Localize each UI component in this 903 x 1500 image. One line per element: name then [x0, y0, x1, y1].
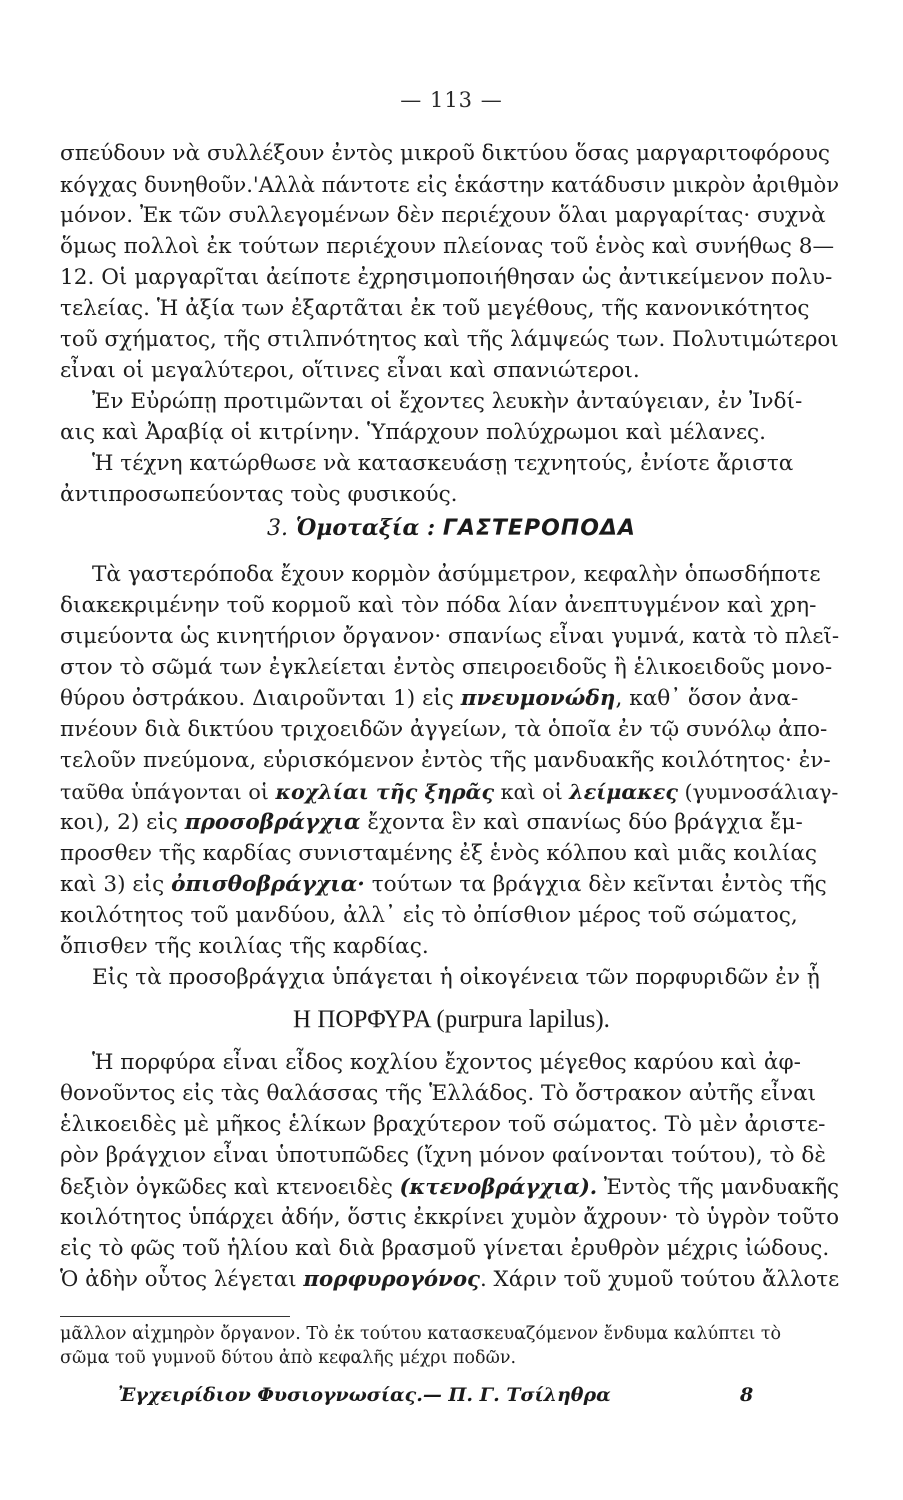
- text-line: Ἐν Εὐρώπῃ προτιμῶνται οἱ ἔχοντες λευκὴν ἀνταύγειαν, ἐν Ἰνδί-: [92, 389, 803, 414]
- text-line: Τὰ γαστερόποδα ἔχουν κορμὸν ἀσύμμετρον, κεφαλὴν ὁπωσδήποτε: [92, 562, 821, 587]
- text-line: ὅμως πολλοὶ ἐκ τούτων περιέχουν πλείονας τοῦ ἑνὸς καὶ συνήθως 8—: [60, 234, 835, 259]
- text-line: [60, 778, 838, 806]
- text-line: κοιλότητος ὑπάρχει ἀδήν, ὅστις ἐκκρίνει χυμὸν ἄχρουν· τὸ ὑγρὸν τοῦτο: [60, 1205, 840, 1230]
- text-line: προσθεν τῆς καρδίας συνισταμένης ἐξ ἑνὸς κόλπου καὶ μιᾶς κοιλίας: [60, 841, 818, 866]
- subheading: Η ΠΟΡΦΥΡΑ (purpura lapilus).: [293, 1006, 610, 1033]
- section-class-label: Ὁμοταξία :: [295, 515, 436, 541]
- text-line: Ἡ πορφύρα εἶναι εἶδος κοχλίου ἔχοντος μέγεθος καρύου καὶ ἀφ-: [92, 1050, 801, 1075]
- text-run: ἔχοντα ἓν καὶ σπανίως δύο βράγχια ἔμ-: [367, 810, 803, 835]
- term-emphasis: (κτενοβράγχια).: [399, 1174, 598, 1199]
- text-line: κοιλότητος τοῦ μανδύου, ἀλλ᾽ εἰς τὸ ὀπίσθιον μέρος τοῦ σώματος,: [60, 903, 798, 928]
- text-line: ἑλικοειδὲς μὲ μῆκος ἑλίκων βραχύτερον τοῦ σώματος. Τὸ μὲν ἀριστε-: [60, 1112, 826, 1137]
- text-run: κοι), 2) εἰς: [60, 810, 178, 835]
- text-line: [60, 871, 827, 899]
- text-line: κόγχας δυνηθοῦν.'Αλλὰ πάντοτε εἰς ἑκάστην κατάδυσιν μικρὸν ἀριθμὸν: [60, 172, 840, 197]
- text-line: μόνον. Ἐκ τῶν συλλεγομένων δὲν περιέχουν ὅλαι μαργαρίτας· συχνὰ: [60, 203, 826, 228]
- text-line: εἰς τὸ φῶς τοῦ ἡλίου καὶ διὰ βρασμοῦ γίνεται ἐρυθρὸν μέχρις ἰώδους.: [60, 1236, 830, 1261]
- text-line: ἀντιπροσωπεύοντας τοὺς φυσικούς.: [60, 482, 458, 507]
- term-emphasis: ὀπισθοβράγχια·: [171, 872, 365, 897]
- text-line: ὄπισθεν τῆς κοιλίας τῆς καρδίας.: [60, 934, 429, 959]
- text-line: διακεκριμένην τοῦ κορμοῦ καὶ τὸν πόδα λίαν ἀνεπτυγμένον καὶ χρη-: [60, 593, 817, 618]
- footnote-rule: [60, 1316, 290, 1317]
- text-line: τελοῦν πνεύμονα, εὑρισκόμενον ἐντὸς τῆς μανδυακῆς κοιλότητος· ἐν-: [60, 748, 831, 773]
- text-line: πνέουν διὰ δικτύου τριχοειδῶν ἀγγείων, τὰ ὁποῖα ἐν τῷ συνόλῳ ἀπο-: [60, 717, 828, 742]
- text-run: Ἐντὸς τῆς μανδυακῆς: [603, 1174, 839, 1199]
- text-line: αις καὶ Ἀραβίᾳ οἱ κιτρίνην. Ὑπάρχουν πολύχρωμοι καὶ μέλανες.: [60, 420, 766, 445]
- section-title: ΓΑΣΤΕΡΟΠΟΔΑ: [442, 516, 636, 541]
- text-line: Εἰς τὰ προσοβράγχια ὑπάγεται ἡ οἰκογένεια τῶν πορφυριδῶν ἐν ᾗ: [92, 965, 820, 990]
- text-line: τελείας. Ἡ ἀξία των ἐξαρτᾶται ἐκ τοῦ μεγέθους, τῆς κανονικότητος: [60, 296, 810, 321]
- page-number: — 113 —: [400, 88, 503, 112]
- text-line: ρὸν βράγχιον εἶναι ὑποτυπῶδες (ἴχνη μόνον φαίνονται τούτου), τὸ δὲ: [60, 1143, 826, 1168]
- footnote-line: σῶμα τοῦ γυμνοῦ δύτου ἀπὸ κεφαλῆς μέχρι ποδῶν.: [60, 1348, 517, 1368]
- signature-mark: 8: [740, 1384, 754, 1406]
- text-line: 12. Οἱ μαργαρῖται ἀείποτε ἐχρησιμοποιήθησαν ὡς ἀντικείμενον πολυ-: [60, 265, 833, 290]
- text-line: σιμεύοντα ὡς κινητήριον ὄργανον· σπανίως εἶναι γυμνά, κατὰ τὸ πλεῖ-: [60, 624, 840, 649]
- footnote-line: μᾶλλον αἰχμηρὸν ὄργανον. Τὸ ἐκ τούτου κατασκευαζόμενον ἔνδυμα καλύπτει τὸ: [60, 1324, 782, 1344]
- term-emphasis: προσοβράγχια: [184, 810, 361, 835]
- text-line: [60, 685, 798, 713]
- text-run: . Χάριν τοῦ χυμοῦ τούτου ἄλλοτε: [480, 1267, 840, 1292]
- term-emphasis: λείμακες: [569, 780, 678, 804]
- text-line: [60, 1173, 839, 1201]
- text-run: (γυμνοσάλιαγ-: [684, 780, 839, 804]
- book-signature: Ἐγχειρίδιον Φυσιογνωσίας.— Π. Γ. Τσίληθρα: [118, 1384, 611, 1406]
- term-emphasis: πνευμονώδη: [460, 686, 616, 711]
- text-run: δεξιὸν ὀγκῶδες καὶ κτενοειδὲς: [60, 1174, 393, 1199]
- text-run: θύρου ὀστράκου. Διαιροῦνται 1) εἰς: [60, 686, 454, 711]
- section-number: 3.: [267, 516, 289, 541]
- section-heading: [0, 513, 903, 544]
- text-line: θονοῦντος εἰς τὰς θαλάσσας τῆς Ἑλλάδος. Τὸ ὄστρακον αὐτῆς εἶναι: [60, 1081, 817, 1106]
- text-line: τοῦ σχήματος, τῆς στιλπνότητος καὶ τῆς λάμψεώς των. Πολυτιμώτεροι: [60, 327, 839, 352]
- text-run: ταῦθα ὑπάγονται οἱ: [60, 780, 269, 804]
- text-run: καὶ οἱ: [500, 780, 563, 804]
- text-run: καὶ 3) εἰς: [60, 872, 165, 897]
- text-line: σπεύδουν νὰ συλλέξουν ἐντὸς μικροῦ δικτύου ὅσας μαργαριτοφόρους: [60, 141, 830, 166]
- text-run: τούτων τα βράγχια δὲν κεῖνται ἐντὸς τῆς: [371, 872, 827, 897]
- term-emphasis: κοχλίαι τῆς ξηρᾶς: [275, 780, 495, 804]
- text-line: Ἡ τέχνη κατώρθωσε νὰ κατασκευάσῃ τεχνητούς, ἐνίοτε ἄριστα: [92, 451, 794, 476]
- text-line: εἶναι οἱ μεγαλύτεροι, οἵτινες εἶναι καὶ σπανιώτεροι.: [60, 358, 640, 383]
- term-emphasis: πορφυρογόνος: [303, 1267, 481, 1292]
- text-line: [60, 809, 803, 837]
- text-line: στον τὸ σῶμά των ἐγκλείεται ἐντὸς σπειροειδοῦς ἢ ἑλικοειδοῦς μονο-: [60, 655, 833, 680]
- text-run: Ὁ ἀδὴν οὗτος λέγεται: [60, 1267, 297, 1292]
- text-line: [60, 1266, 839, 1294]
- text-run: , καθ᾽ ὅσον ἀνα-: [615, 686, 799, 711]
